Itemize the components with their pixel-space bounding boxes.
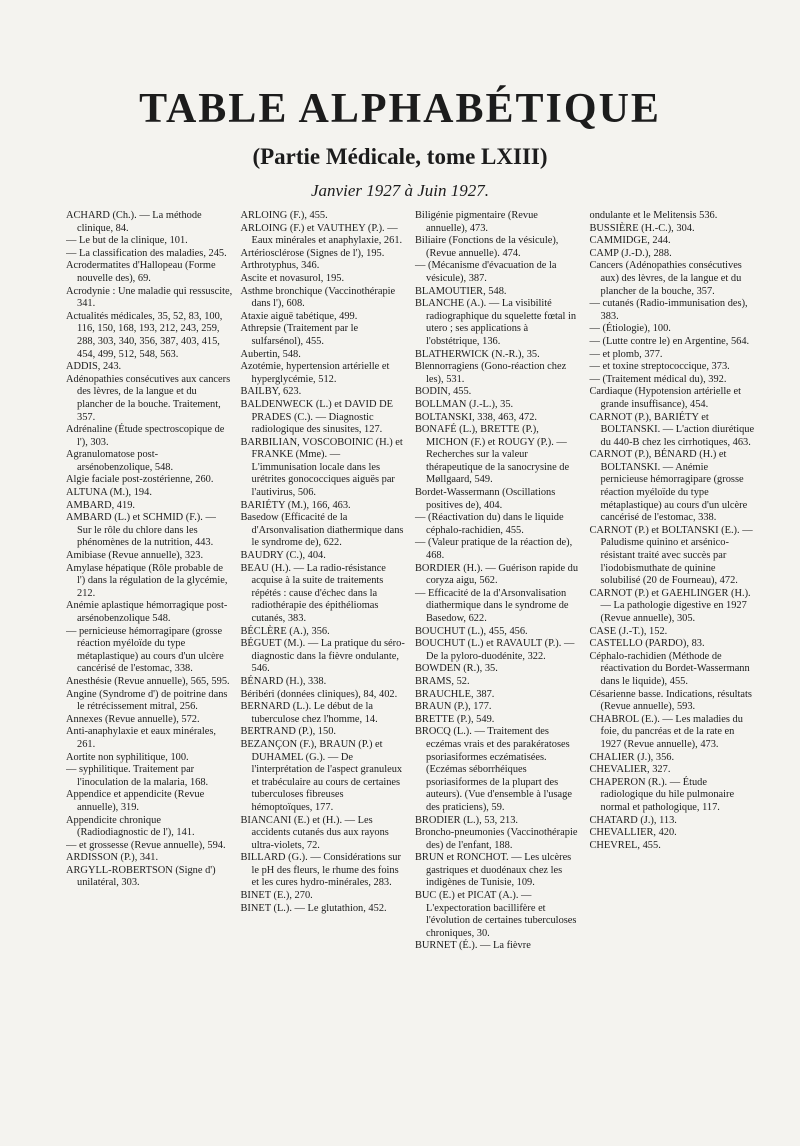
page-title: TABLE ALPHABÉTIQUE <box>139 86 661 132</box>
index-entry: Adrénaline (Étude spectroscopique de l'), 303. <box>66 424 225 448</box>
index-column-1 <box>66 210 233 1130</box>
index-entry: BOLTANSKI, 338, 463, 472. <box>415 411 538 423</box>
index-entry: BERTRAND (P.), 150. <box>240 726 336 738</box>
index-entry: CHATARD (J.), 113. <box>589 814 677 826</box>
index-entry: Broncho-pneumonies (Vaccinothérapie des) de l'enfant, 188. <box>415 827 578 851</box>
index-entry: Césarienne basse. Indications, résultats (Revue annuelle), 593. <box>589 688 752 713</box>
index-entry: CHEVALLIER, 420. <box>589 827 677 839</box>
index-entry: Basedow (Efficacité de la d'Arsonvalisation diathermique dans le syndrome de), 622. <box>240 512 404 549</box>
index-entry: Athrepsie (Traitement par le sulfarsénol), 455. <box>240 323 359 347</box>
index-entry: Bordet-Wassermann (Oscillations positives de), 404. <box>415 487 556 511</box>
index-columns <box>66 210 756 1130</box>
page-dateline: Janvier 1927 à Juin 1927. <box>311 181 489 201</box>
index-entry: Cancers (Adénopathies consécutives aux) des lèvres, de la langue et du plancher de la bouche, 357. <box>589 260 742 297</box>
index-entry: Aubertin, 548. <box>240 348 301 360</box>
index-entry: — Efficacité de la d'Arsonvalisation diathermique dans le syndrome de Basedow, 622. <box>415 587 569 624</box>
index-entry: ADDIS, 243. <box>66 361 122 373</box>
index-entry: CAMP (J.-D.), 288. <box>589 247 672 259</box>
index-entry: BRUN et RONCHOT. — Les ulcères gastriques et duodénaux chez les indigènes de Tunisie, 109. <box>415 852 572 889</box>
index-entry: Actualités médicales, 35, 52, 83, 100, 116, 150, 168, 193, 212, 243, 259, 288, 303, 340, 356, 387, 403, 415, 454, 499, 512, 548, 563. <box>66 310 223 360</box>
index-entry: BUSSIÈRE (H.-C.), 304. <box>589 222 695 234</box>
index-entry: Asthme bronchique (Vaccinothérapie dans l'), 608. <box>240 285 396 310</box>
index-entry: ARGYLL-ROBERTSON (Signe d') unilatéral, 303. <box>66 864 216 889</box>
index-entry: CARNOT (P.) et GAEHLINGER (H.). — La pathologie digestive en 1927 (Revue annuelle), 305. <box>589 587 751 624</box>
index-entry: ACHARD (Ch.). — La méthode clinique, 84. <box>66 210 202 234</box>
index-entry: BEZANÇON (F.), BRAUN (P.) et DUHAMEL (G.). — De l'interprétation de l'aspect granuleux et trabéculaire au cours de certaines tuberculoses fibreuses hémoptoïques, 177. <box>240 738 403 813</box>
index-entry: ondulante et le Melitensis 536. <box>589 210 718 221</box>
index-entry: ARLOING (F.), 455. <box>240 210 328 221</box>
index-entry: BODIN, 455. <box>415 386 472 398</box>
index-entry: Artériosclérose (Signes de l'), 195. <box>240 247 385 259</box>
index-entry: Céphalo-rachidien (Méthode de réactivation du Bordet-Wassermann dans le liquide), 455. <box>589 650 750 687</box>
index-entry: BARBILIAN, VOSCOBOINIC (H.) et FRANKE (Mme). — L'immunisation locale dans les urétrites gonococciques aiguës par l'autivirus, 506. <box>240 436 403 499</box>
page-header <box>0 0 800 201</box>
index-entry: BÉGUET (M.). — La pratique du séro-diagnostic dans la fièvre ondulante, 546. <box>240 638 405 675</box>
index-entry: — (Mécanisme d'évacuation de la vésicule), 387. <box>415 260 557 284</box>
index-entry: Adénopathies consécutives aux cancers des lèvres, de la langue et du plancher de la bouche. Traitement, 357. <box>66 373 231 423</box>
index-entry: ARDISSON (P.), 341. <box>66 852 159 864</box>
index-entry: Amibiase (Revue annuelle), 323. <box>66 550 204 562</box>
index-entry: CARNOT (P.), BÉNARD (H.) et BOLTANSKI. — Anémie pernicieuse hémorragipare (grosse réaction myéloïde du type métaplastique) au cours d'un ulcère cancérisé de l'estomac, 338. <box>589 449 748 524</box>
index-entry: BLATHERWICK (N.-R.), 35. <box>415 348 540 360</box>
index-entry: BRETTE (P.), 549. <box>415 713 495 725</box>
index-entry: BÉCLÈRE (A.), 356. <box>240 625 330 637</box>
index-entry: Ascite et novasurol, 195. <box>240 272 345 284</box>
index-entry: Agranulomatose post-arsénobenzolique, 548. <box>66 449 174 473</box>
index-entry: CHABROL (E.). — Les maladies du foie, du pancréas et de la rate en 1927 (Revue annuelle), 473. <box>589 713 743 750</box>
index-entry: BONAFÉ (L.), BRETTE (P.), MICHON (F.) et ROUGY (P.). — Recherches sur la valeur thérapeutique de la sanocrysine de Møllgaard, 549. <box>415 424 570 486</box>
index-entry: Appendice et appendicite (Revue annuelle), 319. <box>66 789 205 813</box>
index-entry: BOUCHUT (L.), 455, 456. <box>415 625 528 637</box>
index-entry: — (Valeur pratique de la réaction de), 468. <box>415 537 573 562</box>
index-entry: Cardiaque (Hypotension artérielle et grande insuffisance), 454. <box>589 386 741 410</box>
index-entry: ARLOING (F.) et VAUTHEY (P.). — Eaux minérales et anaphylaxie, 261. <box>240 222 403 247</box>
index-entry: BURNET (É.). — La fièvre <box>415 940 531 952</box>
index-column-2 <box>241 210 408 1130</box>
index-entry: Anesthésie (Revue annuelle), 565, 595. <box>66 675 230 687</box>
index-entry: Anémie aplastique hémorragique post-arsénobenzolique 548. <box>66 600 228 624</box>
index-entry: — pernicieuse hémorragipare (grosse réaction myéloïde du type métaplastique) au cours d'un ulcère cancérisé de l'estomac, 338. <box>66 625 224 675</box>
index-entry: BAILBY, 623. <box>240 386 302 398</box>
index-entry: CARNOT (P.), BARIÉTY et BOLTANSKI. — L'action diurétique du 440-B chez les cirrhotiques, 463. <box>589 411 755 448</box>
index-entry: Acrodynie : Une maladie qui ressuscite, 341. <box>66 285 233 310</box>
index-entry: — Le but de la clinique, 101. <box>66 235 188 247</box>
index-entry: Appendicite chronique (Radiodiagnostic de l'), 141. <box>66 814 195 839</box>
index-entry: — (Lutte contre le) en Argentine, 564. <box>589 335 750 347</box>
index-entry: AMBARD (L.) et SCHMID (F.). — Sur le rôle du chlore dans les phénomènes de la nutrition, 443. <box>66 512 216 549</box>
index-entry: Acrodermatites d'Hallopeau (Forme nouvelle des), 69. <box>66 260 216 284</box>
index-entry: BRAUCHLE, 387. <box>415 688 495 700</box>
index-entry: Blennorragiens (Gono-réaction chez les), 531. <box>415 361 567 385</box>
index-entry: — et grossesse (Revue annuelle), 594. <box>66 839 226 851</box>
index-entry: ALTUNA (M.), 194. <box>66 487 152 499</box>
index-entry: BOLLMAN (J.-L.), 35. <box>415 398 514 410</box>
index-entry: BÉNARD (H.), 338. <box>240 675 327 687</box>
index-entry: Ataxie aiguë tabétique, 499. <box>240 310 358 322</box>
index-entry: BLANCHE (A.). — La visibilité radiographique du squelette fœtal in utero ; ses applications à l'obstétrique, 136. <box>415 298 577 347</box>
index-entry: CARNOT (P.) et BOLTANSKI (E.). — Paludisme quinino et arsénico-résistant traité avec succès par l'iodobismuthate de quinine solubilisé (20 de Fourneau), 472. <box>589 524 753 587</box>
index-entry: BUC (E.) et PICAT (A.). — L'expectoration bacillifère et l'évolution de certaines tuberculoses chroniques, 30. <box>415 890 577 939</box>
index-entry: BRAUN (P.), 177. <box>415 701 492 713</box>
index-entry: BOWDEN (R.), 35. <box>415 663 498 675</box>
index-entry: Arthrotyphus, 346. <box>240 260 320 272</box>
index-entry: CASE (J.-T.), 152. <box>589 625 668 637</box>
index-entry: AMBARD, 419. <box>66 499 135 511</box>
index-entry: Biligénie pigmentaire (Revue annuelle), 473. <box>415 210 538 234</box>
index-entry: Algie faciale post-zostérienne, 260. <box>66 474 214 486</box>
index-entry: BEAU (H.). — La radio-résistance acquise à la suite de traitements répétés : cause d'échec dans la radiothérapie des épithéliomas cutanés, 383. <box>240 562 386 624</box>
index-entry: BILLARD (G.). — Considérations sur le pH des fleurs, le rhume des foins et les cures hydro-minérales, 283. <box>240 852 401 889</box>
index-entry: BALDENWECK (L.) et DAVID DE PRADES (C.). — Diagnostic radiologique des sinusites, 127. <box>240 398 393 436</box>
index-column-4 <box>590 210 757 1130</box>
index-entry: BLAMOUTIER, 548. <box>415 285 507 297</box>
index-entry: CAMMIDGE, 244. <box>589 235 671 247</box>
index-entry: Azotémie, hypertension artérielle et hyperglycémie, 512. <box>240 361 390 385</box>
index-entry: CHEVALIER, 327. <box>589 764 671 776</box>
index-entry: BORDIER (H.). — Guérison rapide du coryza aigu, 562. <box>415 562 579 587</box>
index-entry: BINET (L.). — Le glutathion, 452. <box>240 902 387 914</box>
index-entry: — cutanés (Radio-immunisation des), 383. <box>589 298 748 322</box>
index-entry: — (Étiologie), 100. <box>589 323 671 335</box>
index-entry: — syphilitique. Traitement par l'inoculation de la malaria, 168. <box>66 764 209 788</box>
index-entry: — et plomb, 377. <box>589 348 663 360</box>
index-entry: BIANCANI (E.) et (H.). — Les accidents cutanés dus aux rayons ultra-violets, 72. <box>240 814 389 851</box>
index-entry: BAUDRY (C.), 404. <box>240 550 326 562</box>
index-entry: Anti-anaphylaxie et eaux minérales, 261. <box>66 726 217 750</box>
index-entry: Annexes (Revue annuelle), 572. <box>66 713 200 725</box>
index-entry: — (Réactivation du) dans le liquide céphalo-rachidien, 455. <box>415 512 564 536</box>
index-column-3 <box>415 210 582 1130</box>
index-entry: BROCQ (L.). — Traitement des eczémas vrais et des parakératoses psoriasiformes eczématisées. (Eczémas séborrhéiques psoriasiformes de la plupart des auteurs). (Vue d'ensemble à l'usage des praticiens), 59. <box>415 726 572 813</box>
index-entry: BINET (E.), 270. <box>240 890 313 902</box>
index-entry: BRAMS, 52. <box>415 675 470 687</box>
index-entry: — La classification des maladies, 245. <box>66 247 227 259</box>
index-entry: BARIÉTY (M.), 166, 463. <box>240 499 351 511</box>
index-entry: BOUCHUT (L.) et RAVAULT (P.). — De la pyloro-duodénite, 322. <box>415 638 575 662</box>
index-entry: — (Traitement médical du), 392. <box>589 373 727 385</box>
index-entry: Amylase hépatique (Rôle probable de l') dans la régulation de la glycémie, 212. <box>66 562 228 599</box>
index-entry: CHALIER (J.), 356. <box>589 751 675 763</box>
index-entry: — et toxine streptococcique, 373. <box>589 361 730 373</box>
index-entry: BRODIER (L.), 53, 213. <box>415 814 519 826</box>
index-entry: Aortite non syphilitique, 100. <box>66 751 189 763</box>
page-subtitle: (Partie Médicale, tome LXIII) <box>252 144 548 169</box>
index-entry: BERNARD (L.). Le début de la tuberculose chez l'homme, 14. <box>240 701 378 725</box>
index-entry: CASTELLO (PARDO), 83. <box>589 638 705 650</box>
index-entry: Béribéri (données cliniques), 84, 402. <box>240 688 398 700</box>
index-entry: CHAPERON (R.). — Étude radiologique du hile pulmonaire normal et pathologique, 117. <box>589 776 735 813</box>
index-entry: Angine (Syndrome d') de poitrine dans le rétrécissement mitral, 256. <box>66 688 228 713</box>
index-entry: CHEVREL, 455. <box>589 839 661 851</box>
index-entry: Biliaire (Fonctions de la vésicule), (Revue annuelle). 474. <box>415 235 559 259</box>
